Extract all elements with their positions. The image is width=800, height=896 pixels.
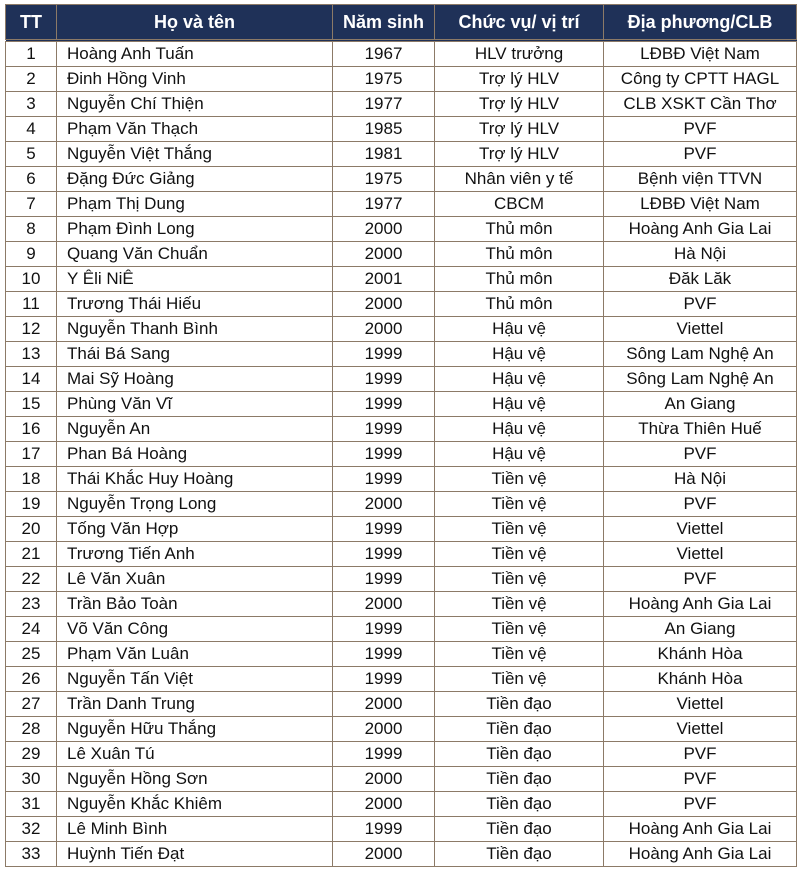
- table-row: [6, 67, 797, 92]
- table-row: [6, 717, 797, 742]
- cell-role: Trợ lý HLV: [435, 92, 604, 117]
- cell-name: Nguyễn Trọng Long: [57, 492, 333, 517]
- cell-name: Trương Thái Hiếu: [57, 292, 333, 317]
- cell-role: Tiền đạo: [435, 792, 604, 817]
- cell-club: Đăk Lăk: [604, 267, 797, 292]
- table-row: [6, 217, 797, 242]
- cell-tt: 14: [6, 367, 57, 392]
- cell-role: Tiền đạo: [435, 692, 604, 717]
- cell-club: Khánh Hòa: [604, 667, 797, 692]
- cell-role: Tiền vệ: [435, 567, 604, 592]
- table-row: [6, 667, 797, 692]
- cell-tt: 20: [6, 517, 57, 542]
- cell-birth-year: 1999: [333, 642, 435, 667]
- cell-tt: 27: [6, 692, 57, 717]
- cell-club: Viettel: [604, 717, 797, 742]
- cell-birth-year: 1999: [333, 742, 435, 767]
- header-club: Địa phương/CLB: [604, 5, 797, 41]
- cell-role: Trợ lý HLV: [435, 67, 604, 92]
- cell-role: Tiền vệ: [435, 667, 604, 692]
- cell-tt: 9: [6, 242, 57, 267]
- cell-birth-year: 2001: [333, 267, 435, 292]
- table-row: [6, 117, 797, 142]
- cell-tt: 15: [6, 392, 57, 417]
- cell-birth-year: 2000: [333, 242, 435, 267]
- cell-name: Phan Bá Hoàng: [57, 442, 333, 467]
- cell-role: Hậu vệ: [435, 317, 604, 342]
- cell-name: Huỳnh Tiến Đạt: [57, 842, 333, 867]
- cell-name: Lê Xuân Tú: [57, 742, 333, 767]
- cell-role: Thủ môn: [435, 242, 604, 267]
- cell-birth-year: 1985: [333, 117, 435, 142]
- cell-role: Tiền đạo: [435, 767, 604, 792]
- cell-club: PVF: [604, 792, 797, 817]
- table-row: [6, 467, 797, 492]
- cell-club: PVF: [604, 567, 797, 592]
- cell-club: PVF: [604, 292, 797, 317]
- cell-tt: 28: [6, 717, 57, 742]
- cell-club: Viettel: [604, 692, 797, 717]
- cell-role: Tiền vệ: [435, 617, 604, 642]
- cell-role: Thủ môn: [435, 217, 604, 242]
- table-row: [6, 817, 797, 842]
- cell-name: Phạm Thị Dung: [57, 192, 333, 217]
- cell-name: Nguyễn Việt Thắng: [57, 142, 333, 167]
- header-role: Chức vụ/ vị trí: [435, 5, 604, 41]
- cell-role: Tiền vệ: [435, 517, 604, 542]
- cell-name: Đặng Đức Giảng: [57, 167, 333, 192]
- cell-birth-year: 1977: [333, 92, 435, 117]
- cell-club: An Giang: [604, 617, 797, 642]
- cell-role: Hậu vệ: [435, 442, 604, 467]
- cell-tt: 22: [6, 567, 57, 592]
- cell-club: PVF: [604, 742, 797, 767]
- cell-role: Tiền đạo: [435, 717, 604, 742]
- cell-club: PVF: [604, 117, 797, 142]
- cell-birth-year: 1999: [333, 617, 435, 642]
- table-row: [6, 142, 797, 167]
- cell-role: Hậu vệ: [435, 342, 604, 367]
- cell-role: Thủ môn: [435, 267, 604, 292]
- cell-birth-year: 2000: [333, 842, 435, 867]
- header-row: [6, 5, 797, 41]
- cell-role: Hậu vệ: [435, 367, 604, 392]
- cell-birth-year: 1999: [333, 567, 435, 592]
- cell-name: Nguyễn Tấn Việt: [57, 667, 333, 692]
- cell-tt: 23: [6, 592, 57, 617]
- cell-birth-year: 1999: [333, 817, 435, 842]
- cell-birth-year: 1975: [333, 67, 435, 92]
- cell-tt: 7: [6, 192, 57, 217]
- table-row: [6, 642, 797, 667]
- cell-tt: 2: [6, 67, 57, 92]
- cell-name: Y Êli NiÊ: [57, 267, 333, 292]
- table-row: [6, 167, 797, 192]
- cell-role: Thủ môn: [435, 292, 604, 317]
- cell-club: Khánh Hòa: [604, 642, 797, 667]
- cell-birth-year: 1999: [333, 367, 435, 392]
- cell-tt: 8: [6, 217, 57, 242]
- cell-birth-year: 2000: [333, 692, 435, 717]
- cell-birth-year: 1977: [333, 192, 435, 217]
- cell-name: Mai Sỹ Hoàng: [57, 367, 333, 392]
- table-row: [6, 392, 797, 417]
- cell-club: PVF: [604, 442, 797, 467]
- cell-name: Đinh Hồng Vinh: [57, 67, 333, 92]
- cell-name: Hoàng Anh Tuấn: [57, 41, 333, 67]
- cell-club: An Giang: [604, 392, 797, 417]
- cell-name: Nguyễn Thanh Bình: [57, 317, 333, 342]
- cell-club: Hoàng Anh Gia Lai: [604, 217, 797, 242]
- cell-name: Quang Văn Chuẩn: [57, 242, 333, 267]
- cell-birth-year: 2000: [333, 717, 435, 742]
- cell-birth-year: 2000: [333, 217, 435, 242]
- cell-name: Thái Khắc Huy Hoàng: [57, 467, 333, 492]
- cell-role: CBCM: [435, 192, 604, 217]
- cell-name: Tống Văn Hợp: [57, 517, 333, 542]
- cell-tt: 1: [6, 41, 57, 67]
- cell-club: Hoàng Anh Gia Lai: [604, 817, 797, 842]
- cell-tt: 17: [6, 442, 57, 467]
- cell-tt: 11: [6, 292, 57, 317]
- cell-club: Viettel: [604, 542, 797, 567]
- cell-tt: 16: [6, 417, 57, 442]
- cell-tt: 5: [6, 142, 57, 167]
- cell-birth-year: 2000: [333, 767, 435, 792]
- cell-name: Nguyễn Hữu Thắng: [57, 717, 333, 742]
- cell-role: Trợ lý HLV: [435, 117, 604, 142]
- cell-tt: 13: [6, 342, 57, 367]
- table-row: [6, 842, 797, 867]
- cell-club: PVF: [604, 767, 797, 792]
- cell-birth-year: 2000: [333, 317, 435, 342]
- header-tt: TT: [6, 5, 57, 41]
- cell-tt: 25: [6, 642, 57, 667]
- table-row: [6, 342, 797, 367]
- cell-role: Hậu vệ: [435, 417, 604, 442]
- cell-role: HLV trưởng: [435, 41, 604, 67]
- cell-club: LĐBĐ Việt Nam: [604, 192, 797, 217]
- cell-name: Nguyễn Chí Thiện: [57, 92, 333, 117]
- cell-role: Tiền đạo: [435, 817, 604, 842]
- cell-birth-year: 1999: [333, 392, 435, 417]
- cell-birth-year: 1999: [333, 342, 435, 367]
- table-row: [6, 292, 797, 317]
- cell-tt: 4: [6, 117, 57, 142]
- cell-name: Trần Bảo Toàn: [57, 592, 333, 617]
- cell-birth-year: 2000: [333, 792, 435, 817]
- cell-role: Tiền vệ: [435, 467, 604, 492]
- cell-club: PVF: [604, 492, 797, 517]
- cell-name: Lê Văn Xuân: [57, 567, 333, 592]
- cell-name: Phạm Văn Luân: [57, 642, 333, 667]
- cell-role: Tiền vệ: [435, 492, 604, 517]
- cell-role: Tiền vệ: [435, 542, 604, 567]
- cell-birth-year: 1975: [333, 167, 435, 192]
- cell-birth-year: 1981: [333, 142, 435, 167]
- cell-birth-year: 1999: [333, 542, 435, 567]
- cell-tt: 31: [6, 792, 57, 817]
- table-row: [6, 767, 797, 792]
- cell-name: Nguyễn An: [57, 417, 333, 442]
- cell-club: Bệnh viện TTVN: [604, 167, 797, 192]
- cell-birth-year: 1967: [333, 41, 435, 67]
- cell-tt: 12: [6, 317, 57, 342]
- cell-name: Lê Minh Bình: [57, 817, 333, 842]
- cell-tt: 6: [6, 167, 57, 192]
- cell-birth-year: 1999: [333, 417, 435, 442]
- cell-birth-year: 2000: [333, 592, 435, 617]
- cell-tt: 3: [6, 92, 57, 117]
- cell-tt: 19: [6, 492, 57, 517]
- cell-name: Nguyễn Hồng Sơn: [57, 767, 333, 792]
- cell-role: Tiền vệ: [435, 642, 604, 667]
- cell-role: Hậu vệ: [435, 392, 604, 417]
- cell-club: Hà Nội: [604, 467, 797, 492]
- table-row: [6, 792, 797, 817]
- cell-club: Hoàng Anh Gia Lai: [604, 592, 797, 617]
- cell-name: Võ Văn Công: [57, 617, 333, 642]
- table-row: [6, 517, 797, 542]
- cell-role: Tiền vệ: [435, 592, 604, 617]
- cell-name: Nguyễn Khắc Khiêm: [57, 792, 333, 817]
- cell-club: Công ty CPTT HAGL: [604, 67, 797, 92]
- cell-tt: 26: [6, 667, 57, 692]
- table-body: [6, 41, 797, 867]
- cell-tt: 18: [6, 467, 57, 492]
- cell-club: Viettel: [604, 317, 797, 342]
- table-row: [6, 617, 797, 642]
- cell-birth-year: 1999: [333, 517, 435, 542]
- table-row: [6, 492, 797, 517]
- table-row: [6, 41, 797, 67]
- table-row: [6, 242, 797, 267]
- cell-tt: 32: [6, 817, 57, 842]
- table-row: [6, 567, 797, 592]
- cell-birth-year: 1999: [333, 442, 435, 467]
- cell-birth-year: 2000: [333, 492, 435, 517]
- roster-table: [5, 4, 797, 867]
- table-row: [6, 542, 797, 567]
- cell-role: Tiền đạo: [435, 842, 604, 867]
- cell-tt: 29: [6, 742, 57, 767]
- cell-tt: 21: [6, 542, 57, 567]
- cell-club: Thừa Thiên Huế: [604, 417, 797, 442]
- header-birth-year: Năm sinh: [333, 5, 435, 41]
- table-row: [6, 317, 797, 342]
- cell-tt: 33: [6, 842, 57, 867]
- table-row: [6, 267, 797, 292]
- cell-role: Tiền đạo: [435, 742, 604, 767]
- cell-club: Sông Lam Nghệ An: [604, 342, 797, 367]
- cell-name: Trương Tiến Anh: [57, 542, 333, 567]
- cell-tt: 24: [6, 617, 57, 642]
- header-name: Họ và tên: [57, 5, 333, 41]
- cell-club: Sông Lam Nghệ An: [604, 367, 797, 392]
- table-row: [6, 367, 797, 392]
- table-row: [6, 592, 797, 617]
- cell-role: Nhân viên y tế: [435, 167, 604, 192]
- cell-tt: 10: [6, 267, 57, 292]
- cell-club: Viettel: [604, 517, 797, 542]
- cell-role: Trợ lý HLV: [435, 142, 604, 167]
- table-row: [6, 692, 797, 717]
- cell-name: Phạm Đình Long: [57, 217, 333, 242]
- table-row: [6, 742, 797, 767]
- table-row: [6, 442, 797, 467]
- cell-club: Hà Nội: [604, 242, 797, 267]
- cell-club: PVF: [604, 142, 797, 167]
- cell-birth-year: 1999: [333, 467, 435, 492]
- cell-birth-year: 1999: [333, 667, 435, 692]
- cell-birth-year: 2000: [333, 292, 435, 317]
- cell-name: Phùng Văn Vĩ: [57, 392, 333, 417]
- table-row: [6, 417, 797, 442]
- cell-club: Hoàng Anh Gia Lai: [604, 842, 797, 867]
- table-header: [6, 5, 797, 41]
- cell-name: Thái Bá Sang: [57, 342, 333, 367]
- cell-name: Trần Danh Trung: [57, 692, 333, 717]
- cell-club: LĐBĐ Việt Nam: [604, 41, 797, 67]
- table-row: [6, 92, 797, 117]
- cell-tt: 30: [6, 767, 57, 792]
- cell-club: CLB XSKT Cần Thơ: [604, 92, 797, 117]
- cell-name: Phạm Văn Thạch: [57, 117, 333, 142]
- table-row: [6, 192, 797, 217]
